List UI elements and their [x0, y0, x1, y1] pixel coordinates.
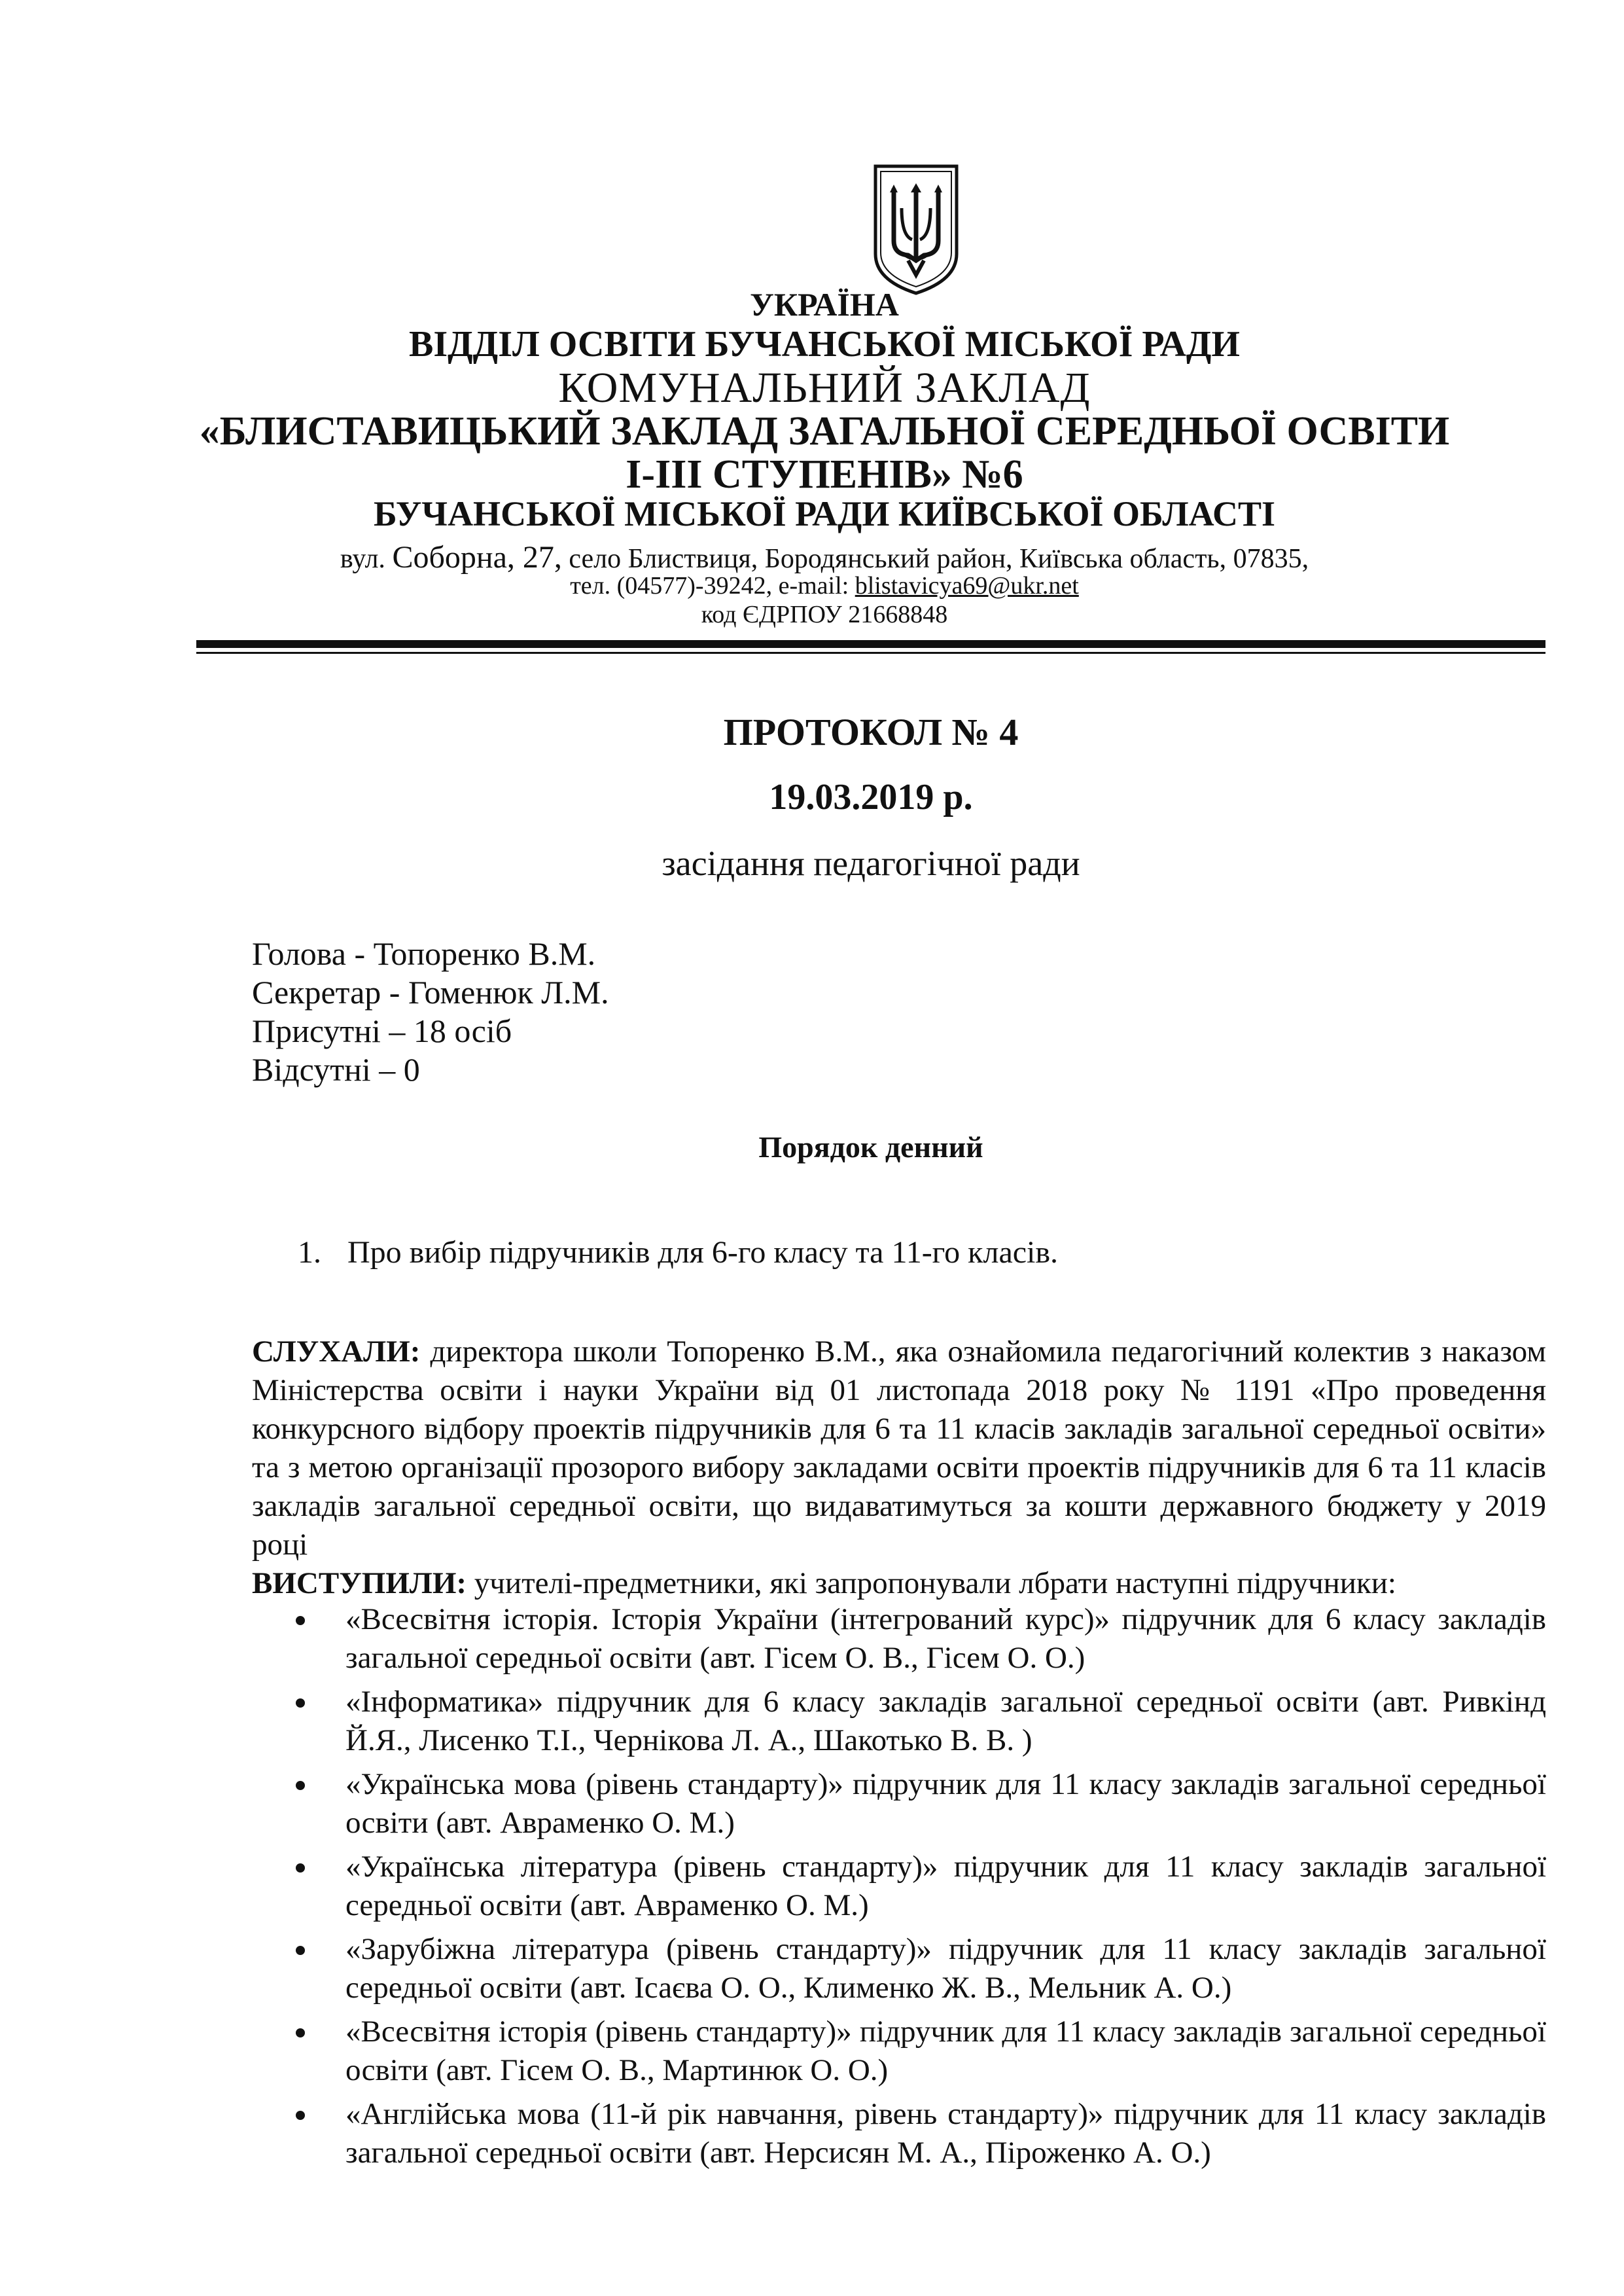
meeting-members — [252, 935, 609, 1089]
listened-paragraph — [252, 1333, 1546, 1564]
textbook-text: «Англійська мова (11-й рік навчання, рівень стандарту)» підручник для 11 класу закладів загальної середньої освіти (авт. Нерсисян М. А., Піроженко А. О.) — [345, 2097, 1546, 2170]
bullet-icon — [296, 1698, 305, 1708]
list-item — [288, 2013, 1546, 2090]
header-region: БУЧАНСЬКОЇ МІСЬКОЇ РАДИ КИЇВСЬКОЇ ОБЛАСТІ — [374, 494, 1275, 533]
bullet-icon — [296, 1616, 305, 1625]
absent-line: Відсутні – 0 — [252, 1051, 420, 1088]
bullet-icon — [296, 1781, 305, 1790]
list-item — [288, 1600, 1546, 1677]
protocol-date: 19.03.2019 р. — [769, 777, 973, 817]
textbook-text: «Зарубіжна література (рівень стандарту)» підручник для 11 класу закладів загальної середньої освіти (авт. Ісаєва О. О., Клименко Ж. В., Мельник А. О.) — [345, 1932, 1546, 2005]
listened-text: директора школи Топоренко В.М., яка ознайомила педагогічний колектив з наказом Міністерства освіти і науки України від 01 листопада 2018 року № 1191 «Про проведення конкурсного відбору проектів підручників для 6 та 11 класів закладів загальної середньої освіти» та з метою організації прозорого вибору закладами освіти проектів підручників для 6 та 11 класів закладів загальної середньої освіти, що видаватимуться за кошти державного бюджету у 2019 році — [252, 1335, 1546, 1562]
secretary-line: Секретар - Гоменюк Л.М. — [252, 974, 609, 1011]
textbook-text: «Українська мова (рівень стандарту)» підручник для 11 класу закладів загальної середньої освіти (авт. Авраменко О. М.) — [345, 1767, 1546, 1840]
list-item — [288, 1930, 1546, 2007]
list-item — [288, 1683, 1546, 1760]
agenda-heading: Порядок денний — [758, 1130, 983, 1164]
header-address — [196, 542, 1453, 573]
protocol-title: ПРОТОКОЛ № 4 — [723, 711, 1019, 753]
list-item — [288, 2095, 1546, 2172]
spoke-paragraph — [252, 1564, 1546, 1603]
header-edrpou: код ЄДРПОУ 21668848 — [701, 601, 948, 628]
textbook-text: «Інформатика» підручник для 6 класу закладів загальної середньої освіти (авт. Ривкінд Й.Я., Лисенко Т.І., Чернікова Л. А., Шакотько В. В. ) — [345, 1685, 1546, 1757]
textbook-text: «Всесвітня історія (рівень стандарту)» підручник для 11 класу закладів загальної середньої освіти (авт. Гісем О. В., Мартинюк О. О.) — [345, 2015, 1546, 2087]
phone-prefix: тел. (04577)-39242, e-mail: — [570, 572, 849, 600]
bullet-icon — [296, 1863, 305, 1873]
address-street: Соборна, 27, — [392, 540, 562, 575]
textbook-text: «Всесвітня історія. Історія України (інтегрований курс)» підручник для 6 класу закладів загальної середньої освіти (авт. Гісем О. В., Гісем О. О.) — [345, 1602, 1546, 1675]
agenda-item-text: Про вибір підручників для 6-го класу та 11-го класів. — [347, 1235, 1059, 1270]
listened-label: СЛУХАЛИ: — [252, 1335, 421, 1369]
header-contacts — [196, 573, 1453, 598]
header-country: УКРАЇНА — [750, 286, 899, 323]
list-item — [288, 1848, 1546, 1925]
address-rest: село Блиствиця, Бородянський район, Київська область, 07835, — [569, 544, 1309, 574]
bullet-icon — [296, 1946, 305, 1955]
header-name-line1: «БЛИСТАВИЦЬКИЙ ЗАКЛАД ЗАГАЛЬНОЇ СЕРЕДНЬОЇ ОСВІТИ — [199, 409, 1450, 454]
agenda-item-number: 1. — [298, 1235, 321, 1270]
textbook-list — [288, 1600, 1546, 2178]
spoke-label: ВИСТУПИЛИ: — [252, 1566, 467, 1600]
header-institution-type: КОМУНАЛЬНИЙ ЗАКЛАД — [558, 364, 1091, 412]
present-line: Присутні – 18 осіб — [252, 1013, 512, 1049]
header-department: ВІДДІЛ ОСВІТИ БУЧАНСЬКОЇ МІСЬКОЇ РАДИ — [409, 324, 1240, 365]
coat-of-arms-icon — [870, 162, 962, 296]
header-divider-thin — [196, 652, 1545, 654]
chair-line: Голова - Топоренко В.М. — [252, 935, 596, 972]
address-prefix: вул. — [340, 544, 385, 574]
list-item — [288, 1765, 1546, 1842]
bullet-icon — [296, 2028, 305, 2037]
protocol-subtitle: засідання педагогічної ради — [662, 844, 1080, 883]
header-divider-thick — [196, 640, 1545, 648]
agenda-item — [298, 1237, 1058, 1268]
bullet-icon — [296, 2111, 305, 2120]
email-link[interactable]: blistavicya69@ukr.net — [855, 572, 1079, 600]
textbook-text: «Українська література (рівень стандарту)» підручник для 11 класу закладів загальної середньої освіти (авт. Авраменко О. М.) — [345, 1850, 1546, 1922]
header-name-line2: І-ІІІ СТУПЕНІВ» №6 — [626, 452, 1023, 497]
spoke-text: учителі-предметники, які запропонували лбрати наступні підручники: — [474, 1566, 1396, 1600]
